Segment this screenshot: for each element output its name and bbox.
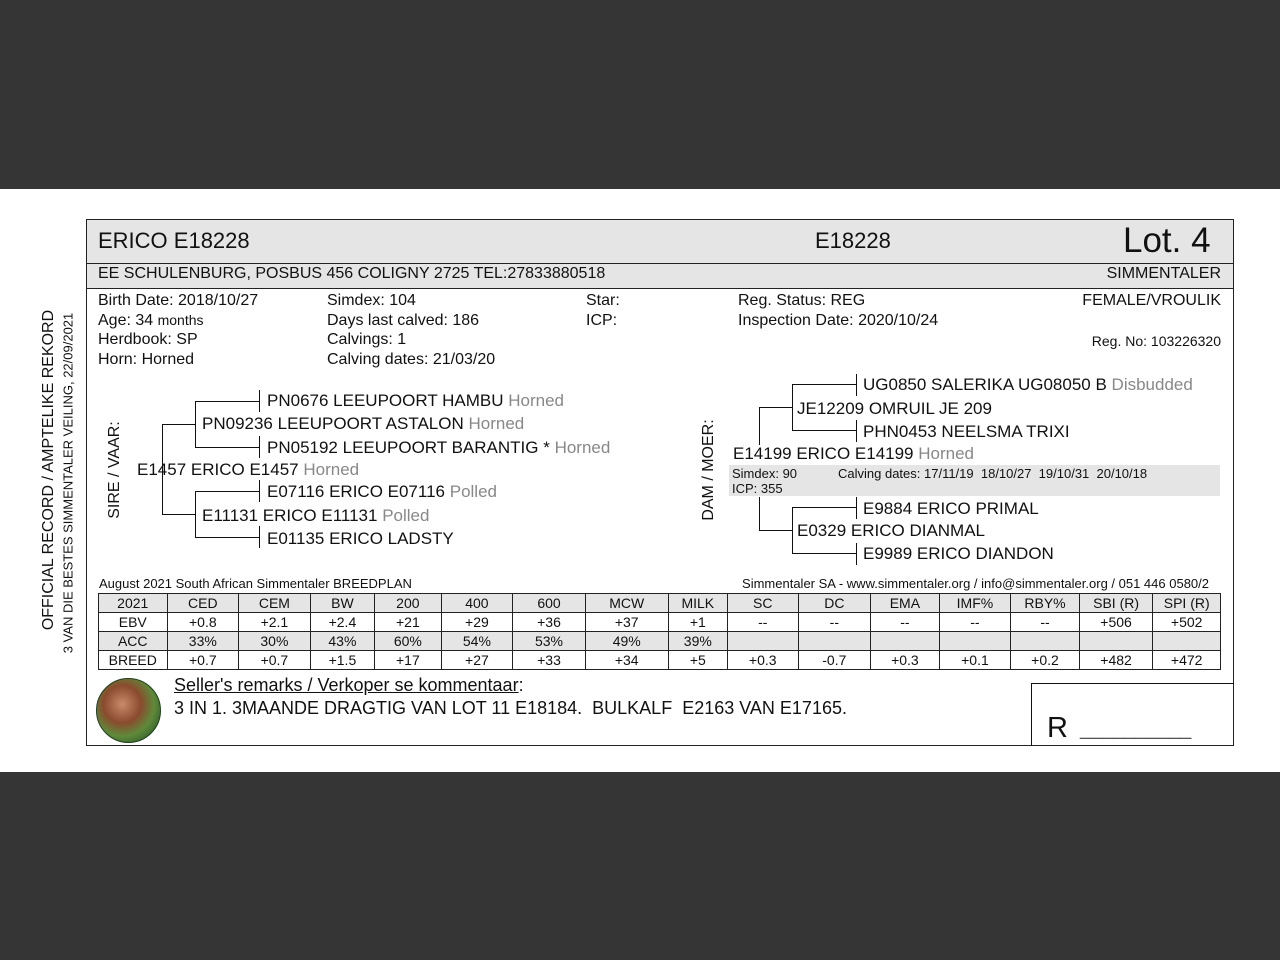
breedplan-cell: RBY% (1011, 594, 1080, 613)
reg-number: Reg. No: 103226320 (1091, 333, 1221, 349)
dam-calving-dates: Calving dates: 17/11/19 18/10/27 19/10/31 20/10/18 (838, 466, 1148, 481)
pedigree-name: E07116 ERICO E07116 (267, 482, 445, 501)
horn-tag: Horned (508, 391, 565, 410)
pedigree-line (259, 390, 260, 412)
sire-sire-dam (267, 438, 610, 458)
breedplan-cell: 2021 (99, 594, 168, 613)
remarks-text: 3 IN 1. 3MAANDE DRAGTIG VAN LOT 11 E18184. BULKALF E2163 VAN E17165. (174, 698, 847, 718)
breedplan-row (99, 632, 1221, 651)
breedplan-cell (727, 632, 798, 651)
horn-tag: Horned (554, 438, 611, 457)
official-record-label: OFFICIAL RECORD / AMPTELIKE REKORD (40, 309, 57, 631)
pedigree-line (792, 507, 856, 508)
pedigree-line (195, 401, 196, 448)
lot-number: Lot. 4 (1123, 221, 1211, 260)
breedplan-cell: -- (1011, 613, 1080, 632)
breedplan-cell: DC (798, 594, 871, 613)
breedplan-cell: SPI (R) (1153, 594, 1221, 613)
breed-label: SIMMENTALER (1106, 265, 1221, 282)
breedplan-cell (871, 632, 940, 651)
horn-status: Horn: Horned (98, 351, 195, 368)
breedplan-cell: +34 (585, 651, 668, 670)
breedplan-cell: BW (310, 594, 374, 613)
remarks-colon: : (518, 675, 524, 695)
pedigree-name: E01135 ERICO LADSTY (267, 529, 454, 548)
breedplan-cell: +0.1 (939, 651, 1011, 670)
simdex: Simdex: 104 (327, 292, 416, 309)
breedplan-cell (1079, 632, 1153, 651)
pedigree-line (162, 424, 195, 425)
pedigree-name: UG0850 SALERIKA UG08050 B (863, 375, 1107, 394)
pedigree-name: PN05192 LEEUPOORT BARANTIG * (267, 438, 550, 457)
pedigree-line (259, 436, 260, 458)
breedplan-cell: +33 (513, 651, 586, 670)
breedplan-cell: +0.2 (1011, 651, 1080, 670)
days-last-calved: Days last calved: 186 (327, 312, 480, 329)
breedplan-cell: MCW (585, 594, 668, 613)
sire-sire-sire (267, 391, 564, 411)
dam-sire-sire (863, 375, 1193, 395)
breedplan-cell: +1 (668, 613, 727, 632)
pedigree-line (195, 447, 259, 448)
pedigree-line (856, 543, 857, 565)
breedplan-cell: SBI (R) (1079, 594, 1153, 613)
sire-dam-sire (267, 482, 497, 502)
age-unit: months (157, 312, 204, 328)
dam-dam-dam: E9989 ERICO DIANDON (863, 544, 1054, 563)
dam-dam-sire: E9884 ERICO PRIMAL (863, 499, 1039, 518)
horn-tag: Polled (449, 482, 497, 501)
pedigree-line (759, 497, 760, 530)
breedplan-cell: MILK (668, 594, 727, 613)
sire-dam (202, 506, 429, 526)
breedplan-cell: +21 (375, 613, 441, 632)
pedigree-line (759, 530, 792, 531)
pedigree-name: E11131 ERICO E11131 (202, 506, 378, 525)
sire (137, 460, 359, 480)
breedplan-cell: -- (871, 613, 940, 632)
breedplan-cell: EBV (99, 613, 168, 632)
breedplan-cell: 39% (668, 632, 727, 651)
breedplan-cell: 30% (239, 632, 311, 651)
calving-dates: Calving dates: 21/03/20 (327, 351, 496, 368)
dam-simdex: Simdex: 90 (732, 466, 798, 481)
breedplan-row (99, 613, 1221, 632)
birth-date: Birth Date: 2018/10/27 (98, 292, 259, 309)
pedigree-line (792, 553, 856, 554)
animal-name: ERICO E18228 (98, 228, 250, 253)
breedplan-cell: +17 (375, 651, 441, 670)
breedplan-cell: -- (939, 613, 1011, 632)
price-box-border (1031, 683, 1032, 746)
pedigree-line (792, 384, 793, 431)
breedplan-row (99, 594, 1221, 613)
breedplan-cell: ACC (99, 632, 168, 651)
pedigree-line (195, 537, 259, 538)
breedplan-cell: +506 (1079, 613, 1153, 632)
remarks-heading-text: Seller's remarks / Verkoper se kommentaar (174, 675, 519, 695)
pedigree-name: PN09236 LEEUPOORT ASTALON (202, 414, 464, 433)
breedplan-cell: 54% (441, 632, 513, 651)
breedplan-cell: 49% (585, 632, 668, 651)
breedplan-title: August 2021 South African Simmentaler BREEDPLAN (99, 576, 412, 591)
pedigree-name: E1457 ERICO E1457 (137, 460, 299, 479)
breedplan-cell: CEM (239, 594, 311, 613)
pedigree-line (792, 430, 856, 431)
herdbook: Herdbook: SP (98, 331, 198, 348)
breedplan-cell: +482 (1079, 651, 1153, 670)
pedigree-name: E14199 ERICO E14199 (733, 444, 914, 463)
breedplan-cell: +0.7 (239, 651, 311, 670)
breedplan-cell: 400 (441, 594, 513, 613)
price-label: R (1047, 712, 1068, 744)
age-value: Age: 34 (98, 312, 154, 329)
breedplan-cell: SC (727, 594, 798, 613)
dam (733, 444, 974, 464)
breedplan-cell: -- (727, 613, 798, 632)
dam-icp: ICP: 355 (732, 481, 783, 496)
price-box-border (1031, 683, 1234, 684)
horn-tag: Polled (382, 506, 430, 525)
pedigree-line (162, 514, 195, 515)
sire-label: SIRE / VAAR: (106, 421, 123, 519)
logo-emblem (96, 678, 161, 743)
breedplan-cell: +0.3 (727, 651, 798, 670)
pedigree-line (759, 407, 760, 445)
breedplan-cell: +472 (1153, 651, 1221, 670)
breedplan-cell: 33% (167, 632, 239, 651)
breedplan-table (98, 593, 1221, 670)
age (98, 312, 204, 330)
calvings: Calvings: 1 (327, 331, 407, 348)
reg-status: Reg. Status: REG (738, 292, 866, 309)
pedigree-line (195, 401, 259, 402)
breedplan-cell: BREED (99, 651, 168, 670)
breedplan-cell: 53% (513, 632, 586, 651)
pedigree-line (792, 384, 856, 385)
pedigree-line (792, 507, 793, 554)
star: Star: (586, 292, 620, 309)
breedplan-cell: 200 (375, 594, 441, 613)
breedplan-cell (1153, 632, 1221, 651)
breedplan-cell: -0.7 (798, 651, 871, 670)
breedplan-cell (798, 632, 871, 651)
breedplan-cell: +27 (441, 651, 513, 670)
pedigree-line (259, 480, 260, 502)
breedplan-cell: +29 (441, 613, 513, 632)
horn-tag: Horned (468, 414, 525, 433)
dam-label: DAM / MOER: (700, 419, 717, 521)
dam-sire-dam: PHN0453 NEELSMA TRIXI (863, 422, 1070, 441)
breedplan-cell: +1.5 (310, 651, 374, 670)
breedplan-cell: +37 (585, 613, 668, 632)
breedplan-cell: +0.3 (871, 651, 940, 670)
breedplan-cell: -- (798, 613, 871, 632)
breedplan-cell: +502 (1153, 613, 1221, 632)
breedplan-cell: +36 (513, 613, 586, 632)
pedigree-line (195, 491, 196, 538)
breedplan-cell: +5 (668, 651, 727, 670)
dam-dam: E0329 ERICO DIANMAL (797, 521, 986, 540)
breedplan-cell: +0.8 (167, 613, 239, 632)
auction-label: 3 VAN DIE BESTES SIMMENTALER VEILING, 22/09/2021 (60, 312, 76, 654)
pedigree-line (856, 374, 857, 396)
animal-id: E18228 (815, 228, 891, 253)
divider (87, 288, 1233, 289)
breedplan-cell: +2.1 (239, 613, 311, 632)
icp: ICP: (586, 312, 618, 329)
breedplan-cell: 43% (310, 632, 374, 651)
breedplan-cell (939, 632, 1011, 651)
breedplan-cell: +2.4 (310, 613, 374, 632)
horn-tag: Horned (303, 460, 360, 479)
pedigree-line (259, 526, 260, 548)
owner-info: EE SCHULENBURG, POSBUS 456 COLIGNY 2725 TEL:27833880518 (98, 265, 606, 282)
pedigree-line (195, 491, 259, 492)
price-field[interactable]: __________ (1080, 718, 1192, 740)
inspection-date: Inspection Date: 2020/10/24 (738, 312, 939, 329)
breedplan-cell: +0.7 (167, 651, 239, 670)
breedplan-cell: IMF% (939, 594, 1011, 613)
breedplan-contact: Simmentaler SA - www.simmentaler.org / info@simmentaler.org / 051 446 0580/2 (742, 576, 1209, 591)
header-band (87, 220, 1233, 263)
sire-sire (202, 414, 524, 434)
remarks-heading (174, 675, 524, 696)
pedigree-name: PN0676 LEEUPOORT HAMBU (267, 391, 504, 410)
pedigree-line (856, 497, 857, 519)
breedplan-cell: CED (167, 594, 239, 613)
breedplan-cell: EMA (871, 594, 940, 613)
pedigree-line (856, 420, 857, 442)
sire-dam-dam (267, 529, 454, 549)
breedplan-cell: 600 (513, 594, 586, 613)
breedplan-row (99, 651, 1221, 670)
horn-tag: Horned (918, 444, 975, 463)
sex: FEMALE/VROULIK (1082, 292, 1221, 309)
breedplan-cell: 60% (375, 632, 441, 651)
breedplan-cell (1011, 632, 1080, 651)
dam-sire: JE12209 OMRUIL JE 209 (797, 399, 992, 418)
pedigree-line (759, 407, 792, 408)
horn-tag: Disbudded (1111, 375, 1193, 394)
